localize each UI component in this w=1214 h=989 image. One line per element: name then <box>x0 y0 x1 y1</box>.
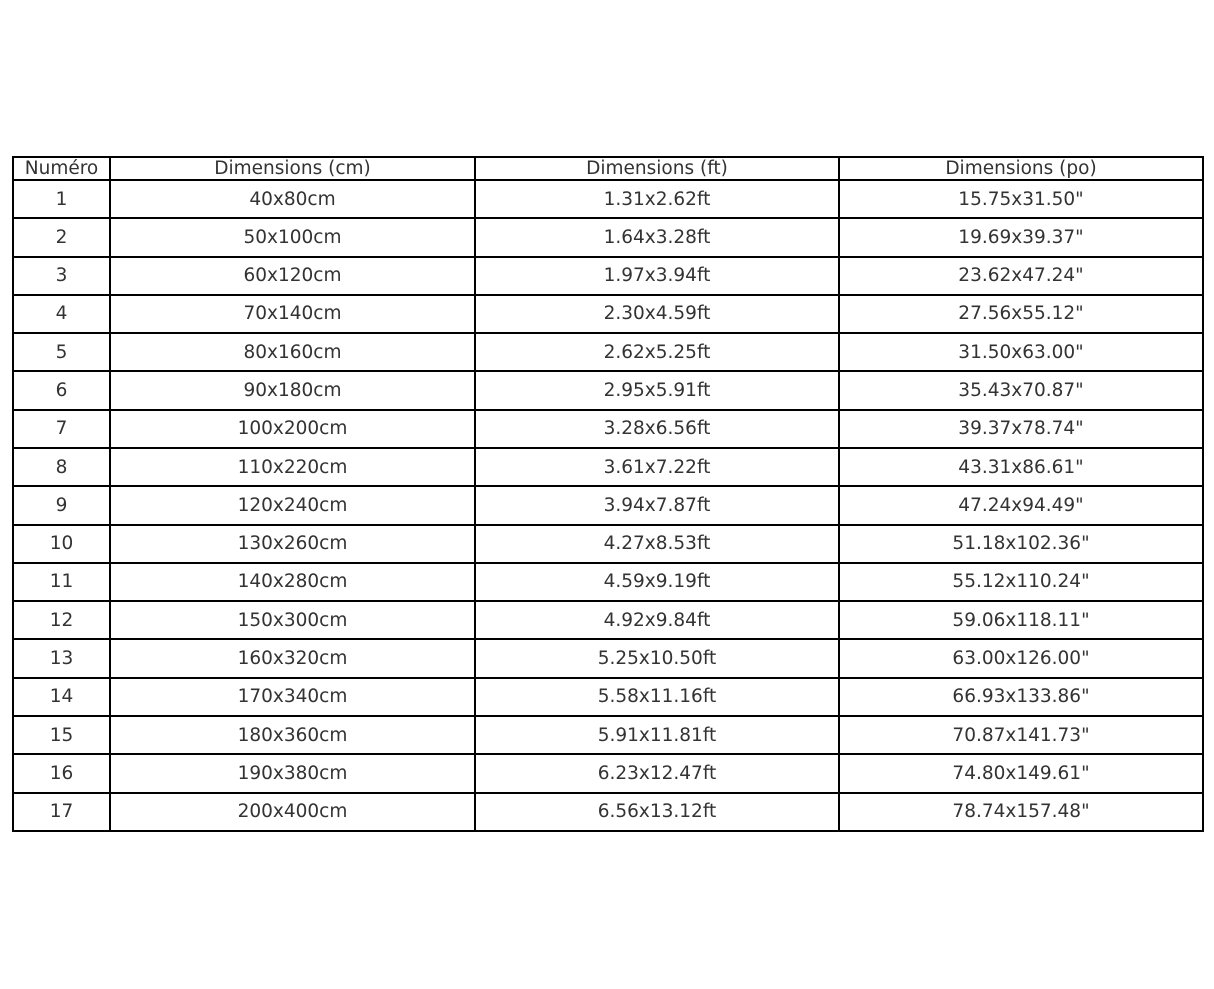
row-number-cell: 16 <box>13 754 110 792</box>
row-number-cell: 7 <box>13 410 110 448</box>
dimensions-po-cell: 74.80x149.61" <box>839 754 1203 792</box>
dimensions-ft-cell: 2.30x4.59ft <box>475 295 839 333</box>
dimensions-po-cell: 35.43x70.87" <box>839 371 1203 409</box>
dimensions-ft-cell: 4.92x9.84ft <box>475 601 839 639</box>
dimensions-ft-cell: 3.61x7.22ft <box>475 448 839 486</box>
dimensions-cm-cell: 80x160cm <box>110 333 475 371</box>
dimensions-po-cell: 63.00x126.00" <box>839 639 1203 677</box>
row-number-cell: 3 <box>13 257 110 295</box>
dimensions-po-cell: 47.24x94.49" <box>839 486 1203 524</box>
dimensions-po-cell: 66.93x133.86" <box>839 678 1203 716</box>
dimensions-po-cell: 27.56x55.12" <box>839 295 1203 333</box>
header-row <box>13 157 1203 180</box>
dimensions-cm-cell: 120x240cm <box>110 486 475 524</box>
table-body <box>13 180 1203 831</box>
dimensions-cm-cell: 50x100cm <box>110 218 475 256</box>
dimensions-cm-cell: 130x260cm <box>110 525 475 563</box>
dimensions-cm-cell: 170x340cm <box>110 678 475 716</box>
dimensions-ft-cell: 1.97x3.94ft <box>475 257 839 295</box>
column-header-numero: Numéro <box>13 157 110 180</box>
dimensions-cm-cell: 100x200cm <box>110 410 475 448</box>
dimensions-po-cell: 59.06x118.11" <box>839 601 1203 639</box>
dimensions-po-cell: 78.74x157.48" <box>839 793 1203 832</box>
table-row <box>13 371 1203 409</box>
dimensions-ft-cell: 6.56x13.12ft <box>475 793 839 832</box>
dimensions-po-cell: 31.50x63.00" <box>839 333 1203 371</box>
dimensions-po-cell: 55.12x110.24" <box>839 563 1203 601</box>
table-row <box>13 525 1203 563</box>
size-conversion-table-container <box>12 156 1204 832</box>
dimensions-po-cell: 19.69x39.37" <box>839 218 1203 256</box>
row-number-cell: 11 <box>13 563 110 601</box>
dimensions-cm-cell: 60x120cm <box>110 257 475 295</box>
table-row <box>13 754 1203 792</box>
dimensions-ft-cell: 1.64x3.28ft <box>475 218 839 256</box>
dimensions-ft-cell: 2.62x5.25ft <box>475 333 839 371</box>
table-row <box>13 295 1203 333</box>
table-row <box>13 410 1203 448</box>
table-row <box>13 716 1203 754</box>
dimensions-cm-cell: 190x380cm <box>110 754 475 792</box>
dimensions-ft-cell: 5.58x11.16ft <box>475 678 839 716</box>
row-number-cell: 12 <box>13 601 110 639</box>
row-number-cell: 9 <box>13 486 110 524</box>
column-header-dimensions-po: Dimensions (po) <box>839 157 1203 180</box>
table-row <box>13 448 1203 486</box>
dimensions-cm-cell: 90x180cm <box>110 371 475 409</box>
table-row <box>13 793 1203 832</box>
row-number-cell: 14 <box>13 678 110 716</box>
dimensions-ft-cell: 4.27x8.53ft <box>475 525 839 563</box>
dimensions-po-cell: 70.87x141.73" <box>839 716 1203 754</box>
table-row <box>13 639 1203 677</box>
dimensions-po-cell: 43.31x86.61" <box>839 448 1203 486</box>
dimensions-cm-cell: 180x360cm <box>110 716 475 754</box>
dimensions-po-cell: 15.75x31.50" <box>839 180 1203 218</box>
dimensions-ft-cell: 5.91x11.81ft <box>475 716 839 754</box>
row-number-cell: 6 <box>13 371 110 409</box>
table-row <box>13 333 1203 371</box>
dimensions-ft-cell: 3.94x7.87ft <box>475 486 839 524</box>
dimensions-cm-cell: 200x400cm <box>110 793 475 832</box>
size-conversion-table <box>12 156 1204 832</box>
column-header-dimensions-ft: Dimensions (ft) <box>475 157 839 180</box>
table-row <box>13 257 1203 295</box>
table-row <box>13 678 1203 716</box>
dimensions-cm-cell: 70x140cm <box>110 295 475 333</box>
row-number-cell: 10 <box>13 525 110 563</box>
dimensions-cm-cell: 110x220cm <box>110 448 475 486</box>
row-number-cell: 4 <box>13 295 110 333</box>
row-number-cell: 2 <box>13 218 110 256</box>
dimensions-ft-cell: 5.25x10.50ft <box>475 639 839 677</box>
dimensions-cm-cell: 150x300cm <box>110 601 475 639</box>
row-number-cell: 5 <box>13 333 110 371</box>
dimensions-po-cell: 23.62x47.24" <box>839 257 1203 295</box>
row-number-cell: 15 <box>13 716 110 754</box>
dimensions-po-cell: 39.37x78.74" <box>839 410 1203 448</box>
dimensions-po-cell: 51.18x102.36" <box>839 525 1203 563</box>
table-row <box>13 563 1203 601</box>
row-number-cell: 17 <box>13 793 110 832</box>
dimensions-cm-cell: 140x280cm <box>110 563 475 601</box>
dimensions-ft-cell: 2.95x5.91ft <box>475 371 839 409</box>
dimensions-ft-cell: 1.31x2.62ft <box>475 180 839 218</box>
dimensions-ft-cell: 4.59x9.19ft <box>475 563 839 601</box>
column-header-dimensions-cm: Dimensions (cm) <box>110 157 475 180</box>
row-number-cell: 1 <box>13 180 110 218</box>
dimensions-ft-cell: 6.23x12.47ft <box>475 754 839 792</box>
table-row <box>13 601 1203 639</box>
table-row <box>13 218 1203 256</box>
row-number-cell: 8 <box>13 448 110 486</box>
dimensions-cm-cell: 40x80cm <box>110 180 475 218</box>
dimensions-ft-cell: 3.28x6.56ft <box>475 410 839 448</box>
table-row <box>13 486 1203 524</box>
table-row <box>13 180 1203 218</box>
row-number-cell: 13 <box>13 639 110 677</box>
dimensions-cm-cell: 160x320cm <box>110 639 475 677</box>
